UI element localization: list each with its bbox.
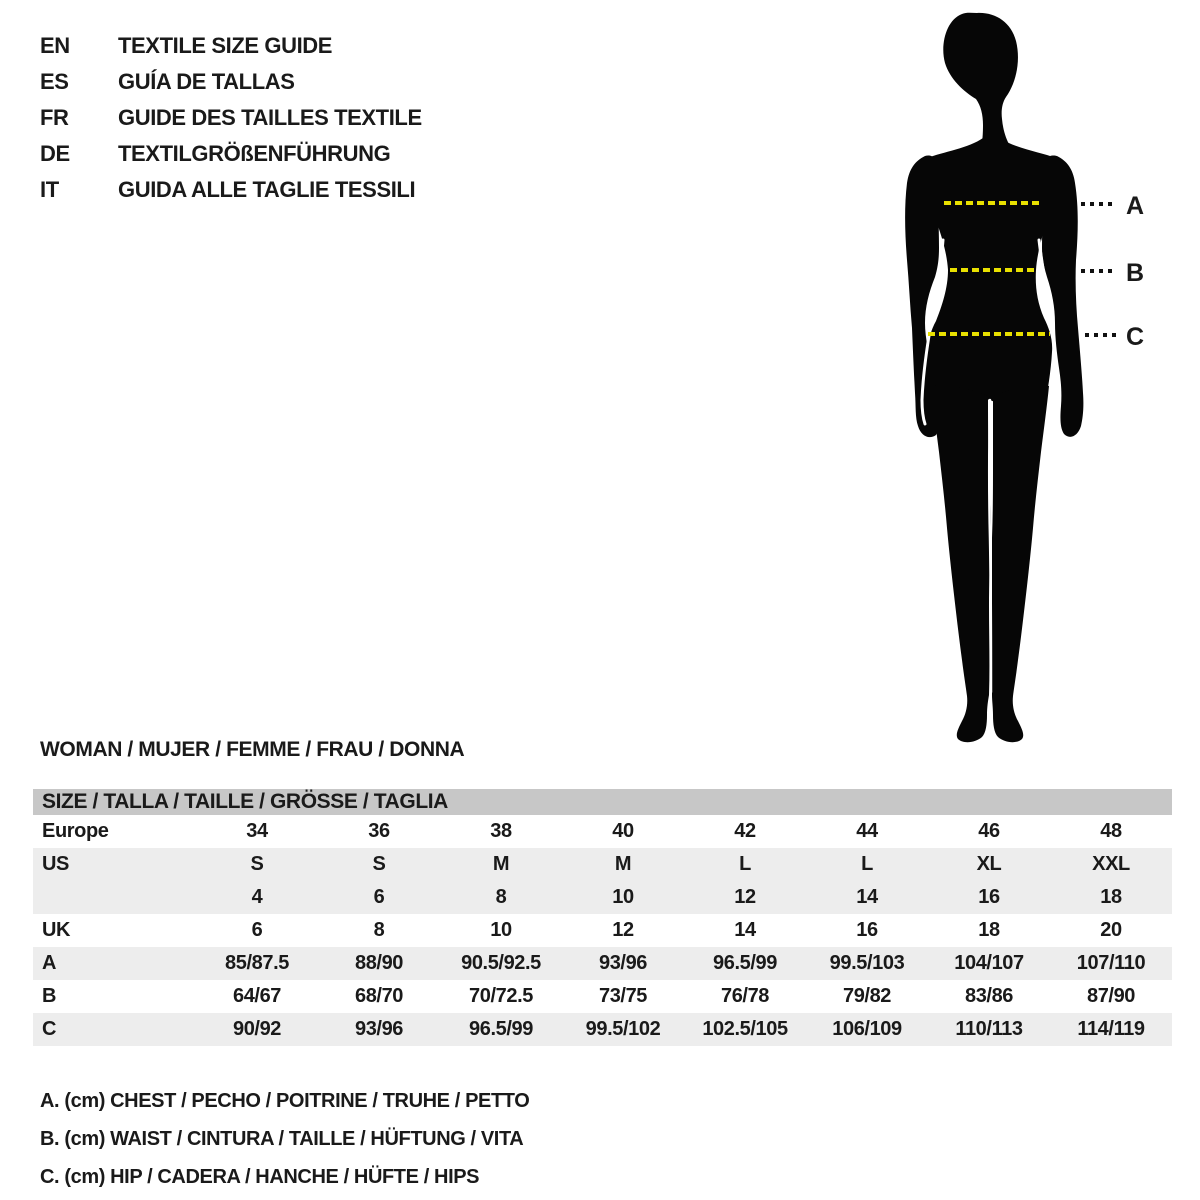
size-value-cell: 18 (978, 919, 1000, 941)
note-line: A. (cm) CHEST / PECHO / POITRINE / TRUHE / PETTO (40, 1090, 530, 1112)
table-row (33, 947, 1172, 980)
woman-silhouette (895, 8, 1095, 743)
size-value-cell: 79/82 (842, 985, 892, 1007)
language-row (40, 64, 422, 100)
size-value-cell: 8 (495, 886, 507, 908)
chest-dash-line (944, 201, 1043, 205)
language-row (40, 172, 422, 208)
language-name: GUIDE DES TAILLES TEXTILE (118, 105, 422, 130)
size-value-cell: 6 (251, 919, 263, 941)
table-row (33, 914, 1172, 947)
leg-gap (989, 400, 991, 692)
row-label-cell: A (42, 952, 57, 974)
language-code: ES (40, 69, 69, 94)
language-name: GUIDA ALLE TAGLIE TESSILI (118, 177, 416, 202)
table-row (33, 881, 1172, 914)
row-label-cell: UK (42, 919, 71, 941)
measurement-notes (40, 1082, 529, 1196)
language-row (40, 136, 422, 172)
size-value-cell: 73/75 (598, 985, 648, 1007)
row-label-cell (33, 881, 196, 914)
size-value-cell: 88/90 (354, 952, 404, 974)
size-value-cell: 46 (978, 820, 1000, 842)
row-label-cell: US (42, 853, 69, 875)
size-value-cell: S (250, 853, 264, 875)
size-value-cell: 102.5/105 (702, 1018, 788, 1040)
size-value-cell: 83/86 (964, 985, 1014, 1007)
section-title: WOMAN / MUJER / FEMME / FRAU / DONNA (40, 738, 465, 761)
size-table-header: SIZE / TALLA / TAILLE / GRÖSSE / TAGLIA (33, 789, 1172, 815)
waist-dash-line (950, 268, 1038, 272)
table-row (33, 815, 1172, 848)
row-label-cell: C (42, 1018, 57, 1040)
note-line: C. (cm) HIP / CADERA / HANCHE / HÜFTE / HIPS (40, 1166, 480, 1188)
size-value-cell: 106/109 (832, 1018, 902, 1040)
size-value-cell: 99.5/102 (585, 1018, 661, 1040)
language-code: FR (40, 105, 69, 130)
size-value-cell: 48 (1100, 820, 1122, 842)
size-value-cell: 85/87.5 (225, 952, 289, 974)
size-value-cell: L (739, 853, 751, 875)
language-name: TEXTILGRÖßENFÜHRUNG (118, 141, 391, 166)
size-value-cell: 70/72.5 (469, 985, 533, 1007)
language-row (40, 28, 422, 64)
size-value-cell: 18 (1100, 886, 1122, 908)
size-value-cell: 44 (856, 820, 878, 842)
silhouette-left-leg (931, 385, 991, 742)
chest-label: A (1126, 192, 1144, 220)
size-value-cell: 64/67 (232, 985, 282, 1007)
size-value-cell: 34 (246, 820, 268, 842)
size-value-cell: 16 (856, 919, 878, 941)
language-name: TEXTILE SIZE GUIDE (118, 33, 333, 58)
size-value-cell: 6 (373, 886, 385, 908)
size-value-cell: 93/96 (354, 1018, 404, 1040)
language-list (40, 28, 422, 208)
size-value-cell: 96.5/99 (469, 1018, 533, 1040)
size-value-cell: M (492, 853, 510, 875)
table-row (33, 1013, 1172, 1046)
table-row (33, 848, 1172, 881)
size-value-cell: 68/70 (354, 985, 404, 1007)
size-value-cell: 4 (251, 886, 263, 908)
size-value-cell: 36 (368, 820, 390, 842)
size-value-cell: XXL (1092, 853, 1130, 875)
size-value-cell: 107/110 (1076, 952, 1146, 974)
size-value-cell: L (861, 853, 873, 875)
size-value-cell: 96.5/99 (713, 952, 777, 974)
size-table (33, 789, 1172, 1046)
row-label-cell: Europe (42, 820, 109, 842)
language-code: DE (40, 141, 70, 166)
size-value-cell: 40 (612, 820, 634, 842)
note-line: B. (cm) WAIST / CINTURA / TAILLE / HÜFTUNG / VITA (40, 1128, 524, 1150)
row-label-cell: B (42, 985, 57, 1007)
silhouette-head (943, 13, 1018, 154)
size-value-cell: 110/113 (955, 1018, 1023, 1040)
size-value-cell: 16 (978, 886, 1000, 908)
size-value-cell: 8 (373, 919, 385, 941)
size-value-cell: 12 (612, 919, 634, 941)
size-value-cell: S (372, 853, 386, 875)
hip-label: C (1126, 323, 1144, 351)
size-table-rows (33, 815, 1172, 1046)
language-row (40, 100, 422, 136)
woman-silhouette-svg (895, 8, 1095, 743)
size-value-cell: 114/119 (1077, 1018, 1145, 1040)
size-value-cell: 104/107 (954, 952, 1024, 974)
waist-dotted-line (1081, 269, 1116, 273)
size-value-cell: 90.5/92.5 (461, 952, 541, 974)
size-value-cell: 38 (490, 820, 512, 842)
size-value-cell: 14 (734, 919, 756, 941)
size-value-cell: 20 (1100, 919, 1122, 941)
size-value-cell: 10 (612, 886, 634, 908)
waist-label: B (1126, 259, 1144, 287)
size-value-cell: 93/96 (598, 952, 648, 974)
language-code: EN (40, 33, 70, 58)
size-value-cell: XL (976, 853, 1002, 875)
size-value-cell: 10 (490, 919, 512, 941)
size-value-cell: 14 (856, 886, 878, 908)
size-value-cell: 12 (734, 886, 756, 908)
hip-dash-line (928, 332, 1050, 336)
size-value-cell: M (614, 853, 632, 875)
size-value-cell: 87/90 (1086, 985, 1136, 1007)
table-row (33, 980, 1172, 1013)
chest-dotted-line (1081, 202, 1116, 206)
silhouette-right-leg (992, 385, 1049, 742)
size-value-cell: 42 (734, 820, 756, 842)
hip-dotted-line (1085, 333, 1117, 337)
size-value-cell: 90/92 (232, 1018, 282, 1040)
language-name: GUÍA DE TALLAS (118, 69, 295, 94)
size-value-cell: 99.5/103 (829, 952, 905, 974)
size-value-cell: 76/78 (720, 985, 770, 1007)
language-code: IT (40, 177, 59, 202)
